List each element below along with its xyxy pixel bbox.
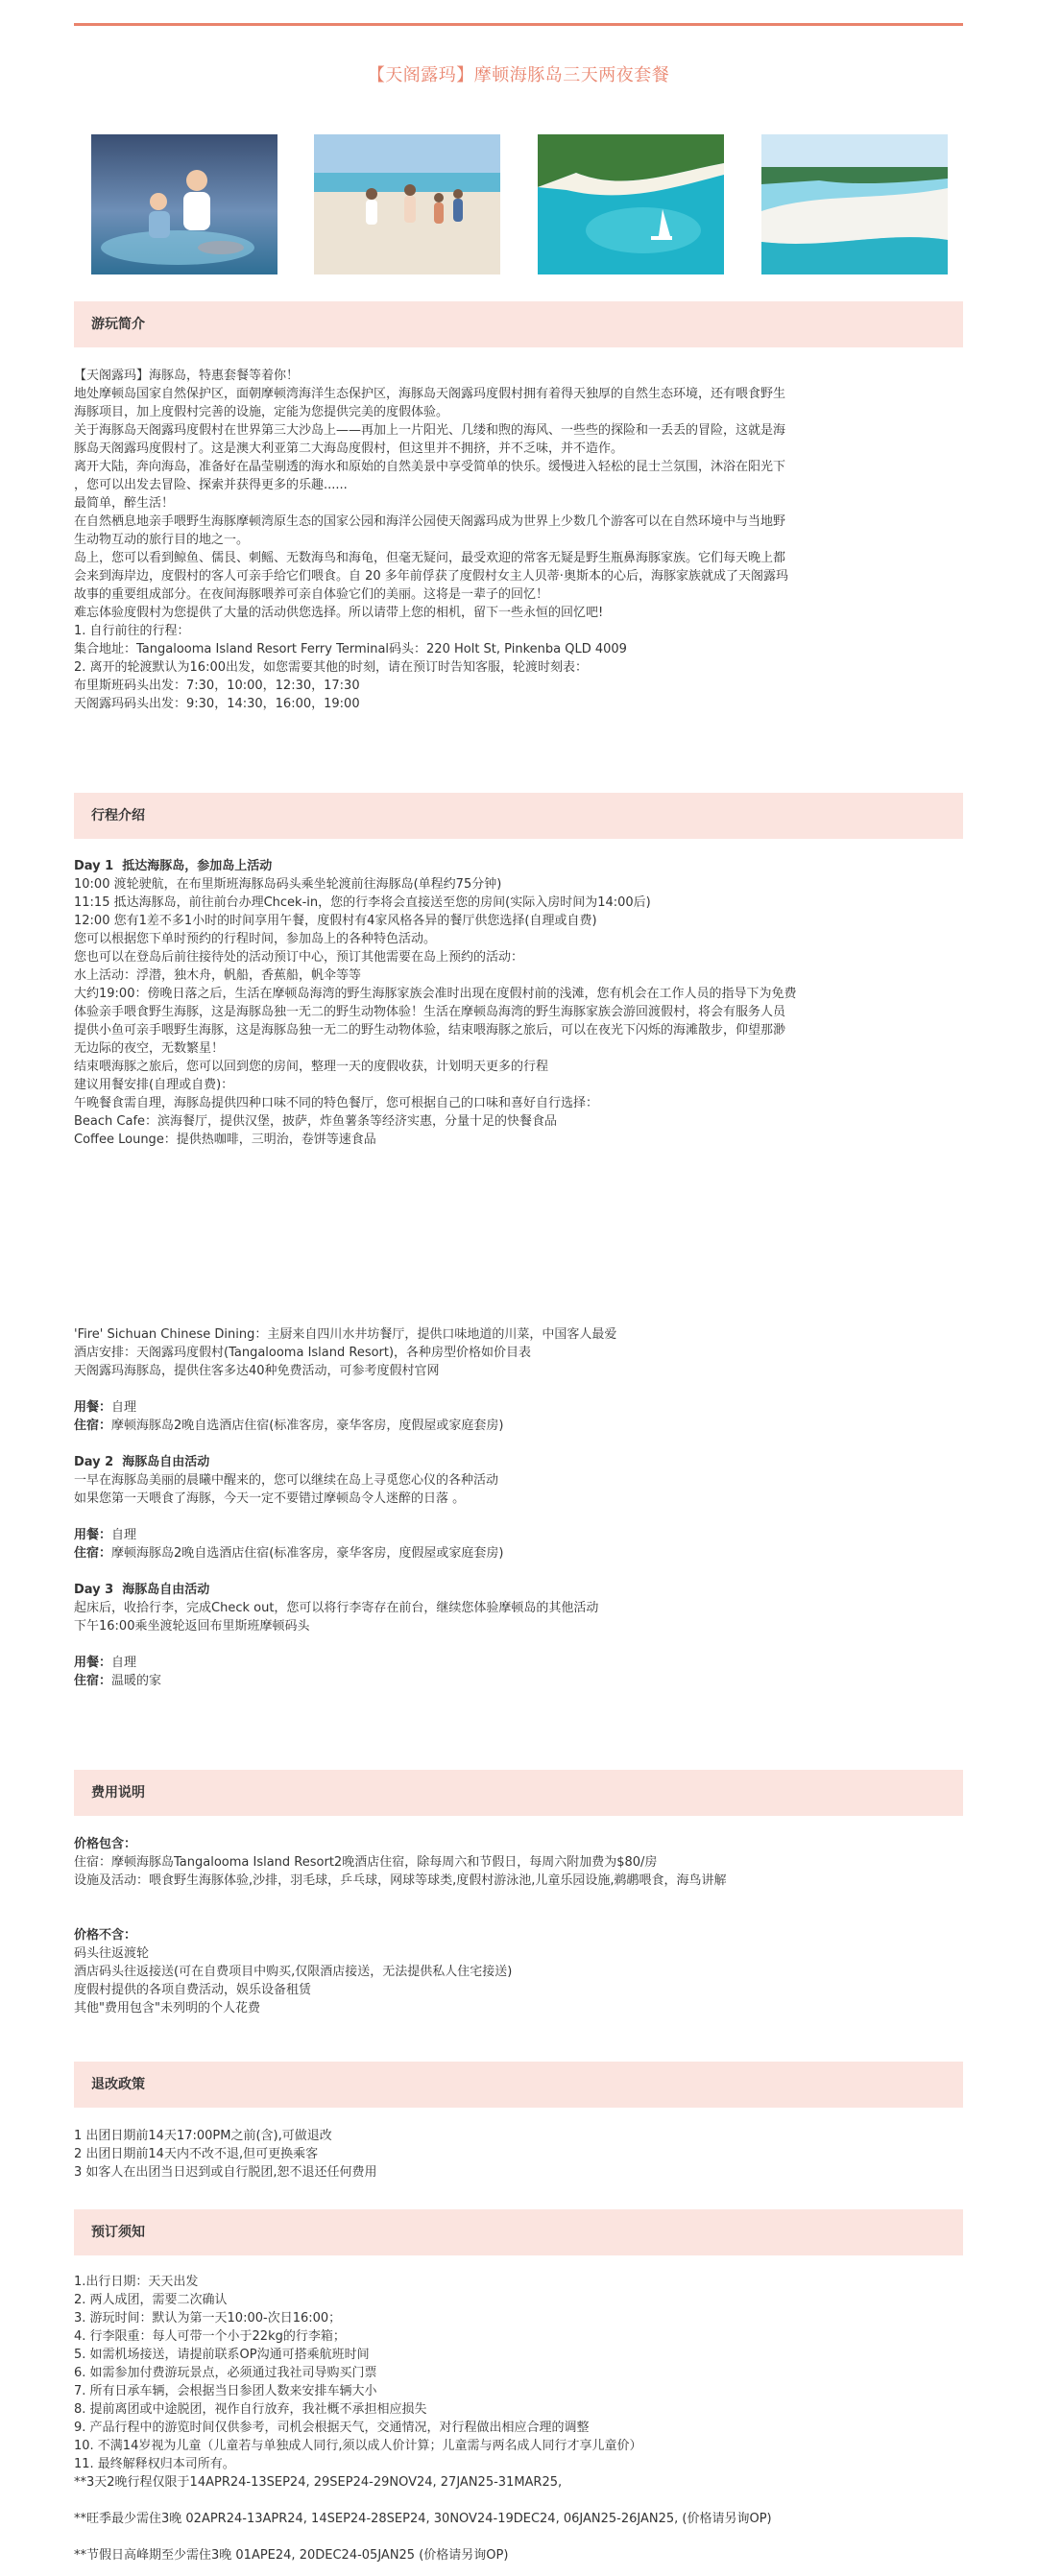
top-rule bbox=[74, 23, 963, 26]
day1-line-8: 提供小鱼可亲手喂野生海豚，这是海豚岛独一无二的野生动物体验，结束喂海豚之旅后，可以在夜光下闪烁的海滩散步，仰望那渺 bbox=[74, 1023, 786, 1038]
section-fees-header bbox=[74, 1770, 963, 1816]
fees-include-lines bbox=[74, 1853, 963, 1890]
section-fees-title: 费用说明 bbox=[91, 1785, 145, 1801]
day1-more-line-1: 酒店安排：天阁露玛度假村(Tangalooma Island Resort)，各种房型价格如价目表 bbox=[74, 1346, 532, 1360]
booking-line-8: 9. 产品行程中的游览时间仅供参考，司机会根据天气，交通情况，对行程做出相应合理的调整 bbox=[74, 2421, 590, 2435]
day1-more-line-0: 'Fire' Sichuan Chinese Dining：主厨来自四川水井坊餐厅，提供口味地道的川菜，中国客人最爱 bbox=[74, 1327, 617, 1342]
day2-stay: 住宿：摩顿海豚岛2晚自选酒店住宿(标准客房，豪华客房，度假屋或家庭套房) bbox=[74, 1546, 504, 1561]
section-booking-body bbox=[74, 2273, 963, 2564]
day2-lines bbox=[74, 1471, 963, 1508]
booking-note-peak: **旺季最少需住3晚 02APR24-13APR24, 14SEP24-28SEP24, 30NOV24-19DEC24, 06JAN25-26JAN25, (价格请另询OP) bbox=[74, 2512, 772, 2526]
day1-line-6: 大约19:00：傍晚日落之后，生活在摩顿岛海湾的野生海豚家族会准时出现在度假村前的浅滩，您有机会在工作人员的指导下为免费 bbox=[74, 987, 797, 1001]
intro-line-16: 2. 离开的轮渡默认为16:00出发，如您需要其他的时刻，请在预订时告知客服，轮渡时刻表： bbox=[74, 660, 589, 675]
day1-line-5: 水上活动：浮潜，独木舟，帆船，香蕉船，帆伞等等 bbox=[74, 968, 362, 983]
intro-line-9: 生动物互动的旅行目的地之一。 bbox=[74, 533, 250, 547]
intro-line-2: 海豚项目，加上度假村完善的设施，定能为您提供完美的度假体验。 bbox=[74, 405, 449, 419]
section-refund-body bbox=[74, 2127, 963, 2182]
booking-line-10: 11. 最终解释权归本司所有。 bbox=[74, 2457, 235, 2471]
day1-line-13: Beach Cafe：滨海餐厅，提供汉堡，披萨，炸鱼薯条等经济实惠，分量十足的快餐食品 bbox=[74, 1114, 558, 1129]
fees-exclude-line-1: 酒店码头往返接送(可在自费项目中购买,仅限酒店接送，无法提供私人住宅接送) bbox=[74, 1965, 513, 1979]
booking-note-holiday: **节假日高峰期至少需住3晚 01APE24, 20DEC24-05JAN25 (价格请另询OP) bbox=[74, 2548, 509, 2563]
day1-line-7: 体验亲手喂食野生海豚，这是海豚岛独一无二的野生动物体验！生活在摩顿岛海湾的野生海豚家族会游回渡假村，将会有服务人员 bbox=[74, 1005, 786, 1019]
booking-line-4: 5. 如需机场接送，请提前联系OP沟通可搭乘航班时间 bbox=[74, 2348, 370, 2362]
page-title: 【天阁露玛】摩顿海豚岛三天两夜套餐 bbox=[367, 65, 670, 85]
day1-line-3: 您可以根据您下单时预约的行程时间，参加岛上的各种特色活动。 bbox=[74, 932, 437, 946]
photo-bay-sailboat[interactable] bbox=[538, 134, 724, 274]
beach-people-image bbox=[314, 134, 500, 274]
fees-exclude-line-3: 其他"费用包含"未列明的个人花费 bbox=[74, 2001, 260, 2015]
day2-line-1: 如果您第一天喂食了海豚，今天一定不要错过摩顿岛令人迷醉的日落 。 bbox=[74, 1491, 466, 1506]
section-booking-header bbox=[74, 2209, 963, 2255]
intro-line-13: 难忘体验度假村为您提供了大量的活动供您选择。所以请带上您的相机，留下一些永恒的回忆吧! bbox=[74, 606, 604, 620]
section-intro-body bbox=[74, 367, 963, 713]
day1-line-4: 您也可以在登岛后前往接待处的活动预订中心，预订其他需要在岛上预约的活动： bbox=[74, 950, 524, 965]
section-itinerary-title: 行程介绍 bbox=[91, 808, 145, 823]
refund-line-0: 1 出团日期前14天17:00PM之前(含),可做退改 bbox=[74, 2129, 332, 2143]
section-intro-title: 游玩简介 bbox=[91, 317, 145, 332]
photo-beach-people[interactable] bbox=[314, 134, 500, 274]
intro-line-17: 布里斯班码头出发：7:30，10:00，12:30，17:30 bbox=[74, 679, 360, 693]
intro-line-18: 天阁露玛码头出发：9:30，14:30，16:00，19:00 bbox=[74, 697, 360, 711]
day3-meal: 用餐：自理 bbox=[74, 1656, 137, 1670]
intro-line-7: 最简单，醉生活！ bbox=[74, 496, 175, 511]
day1-title: Day 1 抵达海豚岛，参加岛上活动 bbox=[74, 859, 273, 873]
day2-title: Day 2 海豚岛自由活动 bbox=[74, 1455, 210, 1469]
booking-line-9: 10. 不满14岁视为儿童（儿童若与单独成人同行,须以成人价计算；儿童需与两名成人同行才享儿童价） bbox=[74, 2439, 642, 2453]
booking-line-2: 3. 游玩时间：默认为第一天10:00-次日16:00； bbox=[74, 2311, 342, 2326]
booking-line-5: 6. 如需参加付费游玩景点，必须通过我社司导购买门票 bbox=[74, 2366, 377, 2380]
day2-meal: 用餐：自理 bbox=[74, 1528, 137, 1542]
day1-meal: 用餐：自理 bbox=[74, 1400, 137, 1415]
intro-line-15: 集合地址：Tangalooma Island Resort Ferry Terminal码头：220 Holt St, Pinkenba QLD 4009 bbox=[74, 642, 627, 656]
day1-line-1: 11:15 抵达海豚岛，前往前台办理Chcek-in，您的行李将会直接送至您的房间(实际入房时间为14:00后) bbox=[74, 895, 651, 910]
booking-line-3: 4. 行李限重：每人可带一个小于22kg的行李箱； bbox=[74, 2329, 346, 2344]
day1-block bbox=[74, 857, 963, 1149]
fees-exclude-title: 价格不含： bbox=[74, 1928, 137, 1943]
day3-line-0: 起床后，收拾行李，完成Check out，您可以将行李寄存在前台，继续您体验摩顿岛的其他活动 bbox=[74, 1601, 599, 1615]
intro-line-5: 离开大陆，奔向海岛，准备好在晶莹剔透的海水和原始的自然美景中享受简单的快乐。缓慢进入轻松的昆士兰氛围，沐浴在阳光下 bbox=[74, 460, 786, 474]
fees-exclude-line-2: 度假村提供的各项自费活动，娱乐设备租赁 bbox=[74, 1983, 312, 1997]
booking-lines bbox=[74, 2273, 963, 2492]
day1-line-2: 12:00 您有1差不多1小时的时间享用午餐，度假村有4家风格各异的餐厅供您选择(自理或自费) bbox=[74, 914, 597, 928]
day1-more-line-2: 天阁露玛海豚岛，提供住客多达40种免费活动，可参考度假村官网 bbox=[74, 1364, 440, 1378]
intro-line-12: 故事的重要组成部分。在夜间海豚喂养可亲自体验它们的美丽。这将是一辈子的回忆！ bbox=[74, 587, 549, 602]
day3-line-1: 下午16:00乘坐渡轮返回布里斯班摩顿码头 bbox=[74, 1619, 310, 1634]
day1-line-9: 无边际的夜空，无数繁星！ bbox=[74, 1041, 225, 1056]
day1-line-10: 结束喂海豚之旅后，您可以回到您的房间，整理一天的度假收获，计划明天更多的行程 bbox=[74, 1060, 549, 1074]
fees-include-title: 价格包含： bbox=[74, 1837, 137, 1851]
refund-line-2: 3 如客人在出团当日迟到或自行脱团,恕不退还任何费用 bbox=[74, 2165, 377, 2180]
intro-line-6: ，您可以出发去冒险、探索并获得更多的乐趣...... bbox=[74, 478, 348, 492]
day1-lines bbox=[74, 875, 963, 1149]
photo-gallery bbox=[91, 134, 948, 274]
photo-dolphin-feeding[interactable] bbox=[91, 134, 277, 274]
fees-exclude-lines bbox=[74, 1944, 963, 2017]
day1-line-11: 建议用餐安排(自理或自费)： bbox=[74, 1078, 234, 1092]
photo-white-beach[interactable] bbox=[761, 134, 948, 274]
intro-line-10: 岛上，您可以看到鲸鱼、儒艮、刺鳐、无数海鸟和海龟，但毫无疑问，最受欢迎的常客无疑是野生瓶鼻海豚家族。它们每天晚上都 bbox=[74, 551, 786, 565]
fees-include-line-0: 住宿：摩顿海豚岛Tangalooma Island Resort2晚酒店住宿，除每周六和节假日，每周六附加费为$80/房 bbox=[74, 1855, 658, 1870]
intro-line-8: 在自然栖息地亲手喂野生海豚摩顿湾原生态的国家公园和海洋公园使天阁露玛成为世界上少数几个游客可以在自然环境中与当地野 bbox=[74, 514, 786, 529]
booking-line-7: 8. 提前离团或中途脱团，视作自行放弃，我社概不承担相应损失 bbox=[74, 2402, 427, 2417]
intro-line-4: 豚岛天阁露玛度假村了。这是澳大利亚第二大海岛度假村，但这里并不拥挤，并不乏味，并不造作。 bbox=[74, 441, 624, 456]
bay-sailboat-image bbox=[538, 134, 724, 274]
day1-more-lines bbox=[74, 1325, 963, 1380]
dolphin-feeding-image bbox=[91, 134, 277, 274]
day1-line-14: Coffee Lounge：提供热咖啡，三明治，卷饼等速食品 bbox=[74, 1133, 376, 1147]
section-refund-header bbox=[74, 2062, 963, 2108]
day1-stay: 住宿：摩顿海豚岛2晚自选酒店住宿(标准客房，豪华客房，度假屋或家庭套房) bbox=[74, 1419, 504, 1433]
intro-line-1: 地处摩顿岛国家自然保护区，面朝摩顿湾海洋生态保护区，海豚岛天阁露玛度假村拥有着得天独厚的自然生态环境，还有喂食野生 bbox=[74, 387, 786, 401]
day3-stay: 住宿：温暖的家 bbox=[74, 1674, 162, 1688]
intro-line-14: 1. 自行前往的行程： bbox=[74, 624, 190, 638]
day1-more-block bbox=[74, 1325, 963, 1690]
white-beach-image bbox=[761, 134, 948, 274]
intro-line-11: 会来到海岸边，度假村的客人可亲手给它们喂食。自 20 多年前俘获了度假村女主人贝蒂·奥斯本的心后，海豚家族就成了天阁露玛 bbox=[74, 569, 788, 584]
section-fees-body bbox=[74, 1835, 963, 2017]
day1-line-0: 10:00 渡轮驶航，在布里斯班海豚岛码头乘坐轮渡前往海豚岛(单程约75分钟) bbox=[74, 877, 502, 892]
day1-line-12: 午晚餐食需自理，海豚岛提供四种口味不同的特色餐厅，您可根据自己的口味和喜好自行选择： bbox=[74, 1096, 599, 1110]
booking-line-0: 1.出行日期：天天出发 bbox=[74, 2275, 199, 2289]
fees-include-line-1: 设施及活动：喂食野生海豚体验,沙排，羽毛球，乒乓球，网球等球类,度假村游泳池,儿童乐园设施,鹈鹕喂食，海鸟讲解 bbox=[74, 1873, 727, 1888]
section-refund-title: 退改政策 bbox=[91, 2077, 145, 2092]
booking-line-11: **3天2晚行程仅限于14APR24-13SEP24, 29SEP24-29NOV24, 27JAN25-31MAR25, bbox=[74, 2475, 563, 2490]
refund-line-1: 2 出团日期前14天内不改不退,但可更换乘客 bbox=[74, 2147, 319, 2161]
day3-title: Day 3 海豚岛自由活动 bbox=[74, 1583, 210, 1597]
section-intro-header bbox=[74, 301, 963, 347]
intro-line-3: 关于海豚岛天阁露玛度假村在世界第三大沙岛上——再加上一片阳光、几缕和煦的海风、一些些的探险和一丢丢的冒险，这就是海 bbox=[74, 423, 786, 438]
section-itinerary-header bbox=[74, 793, 963, 839]
booking-line-6: 7. 所有日承车辆，会根据当日参团人数来安排车辆大小 bbox=[74, 2384, 377, 2398]
section-booking-title: 预订须知 bbox=[91, 2225, 145, 2240]
day2-line-0: 一早在海豚岛美丽的晨曦中醒来的，您可以继续在岛上寻觅您心仪的各种活动 bbox=[74, 1473, 499, 1488]
booking-line-1: 2. 两人成团，需要二次确认 bbox=[74, 2293, 228, 2307]
fees-exclude-line-0: 码头往返渡轮 bbox=[74, 1946, 150, 1961]
day3-lines bbox=[74, 1599, 963, 1635]
intro-line-0: 【天阁露玛】海豚岛，特惠套餐等着你！ bbox=[74, 369, 300, 383]
